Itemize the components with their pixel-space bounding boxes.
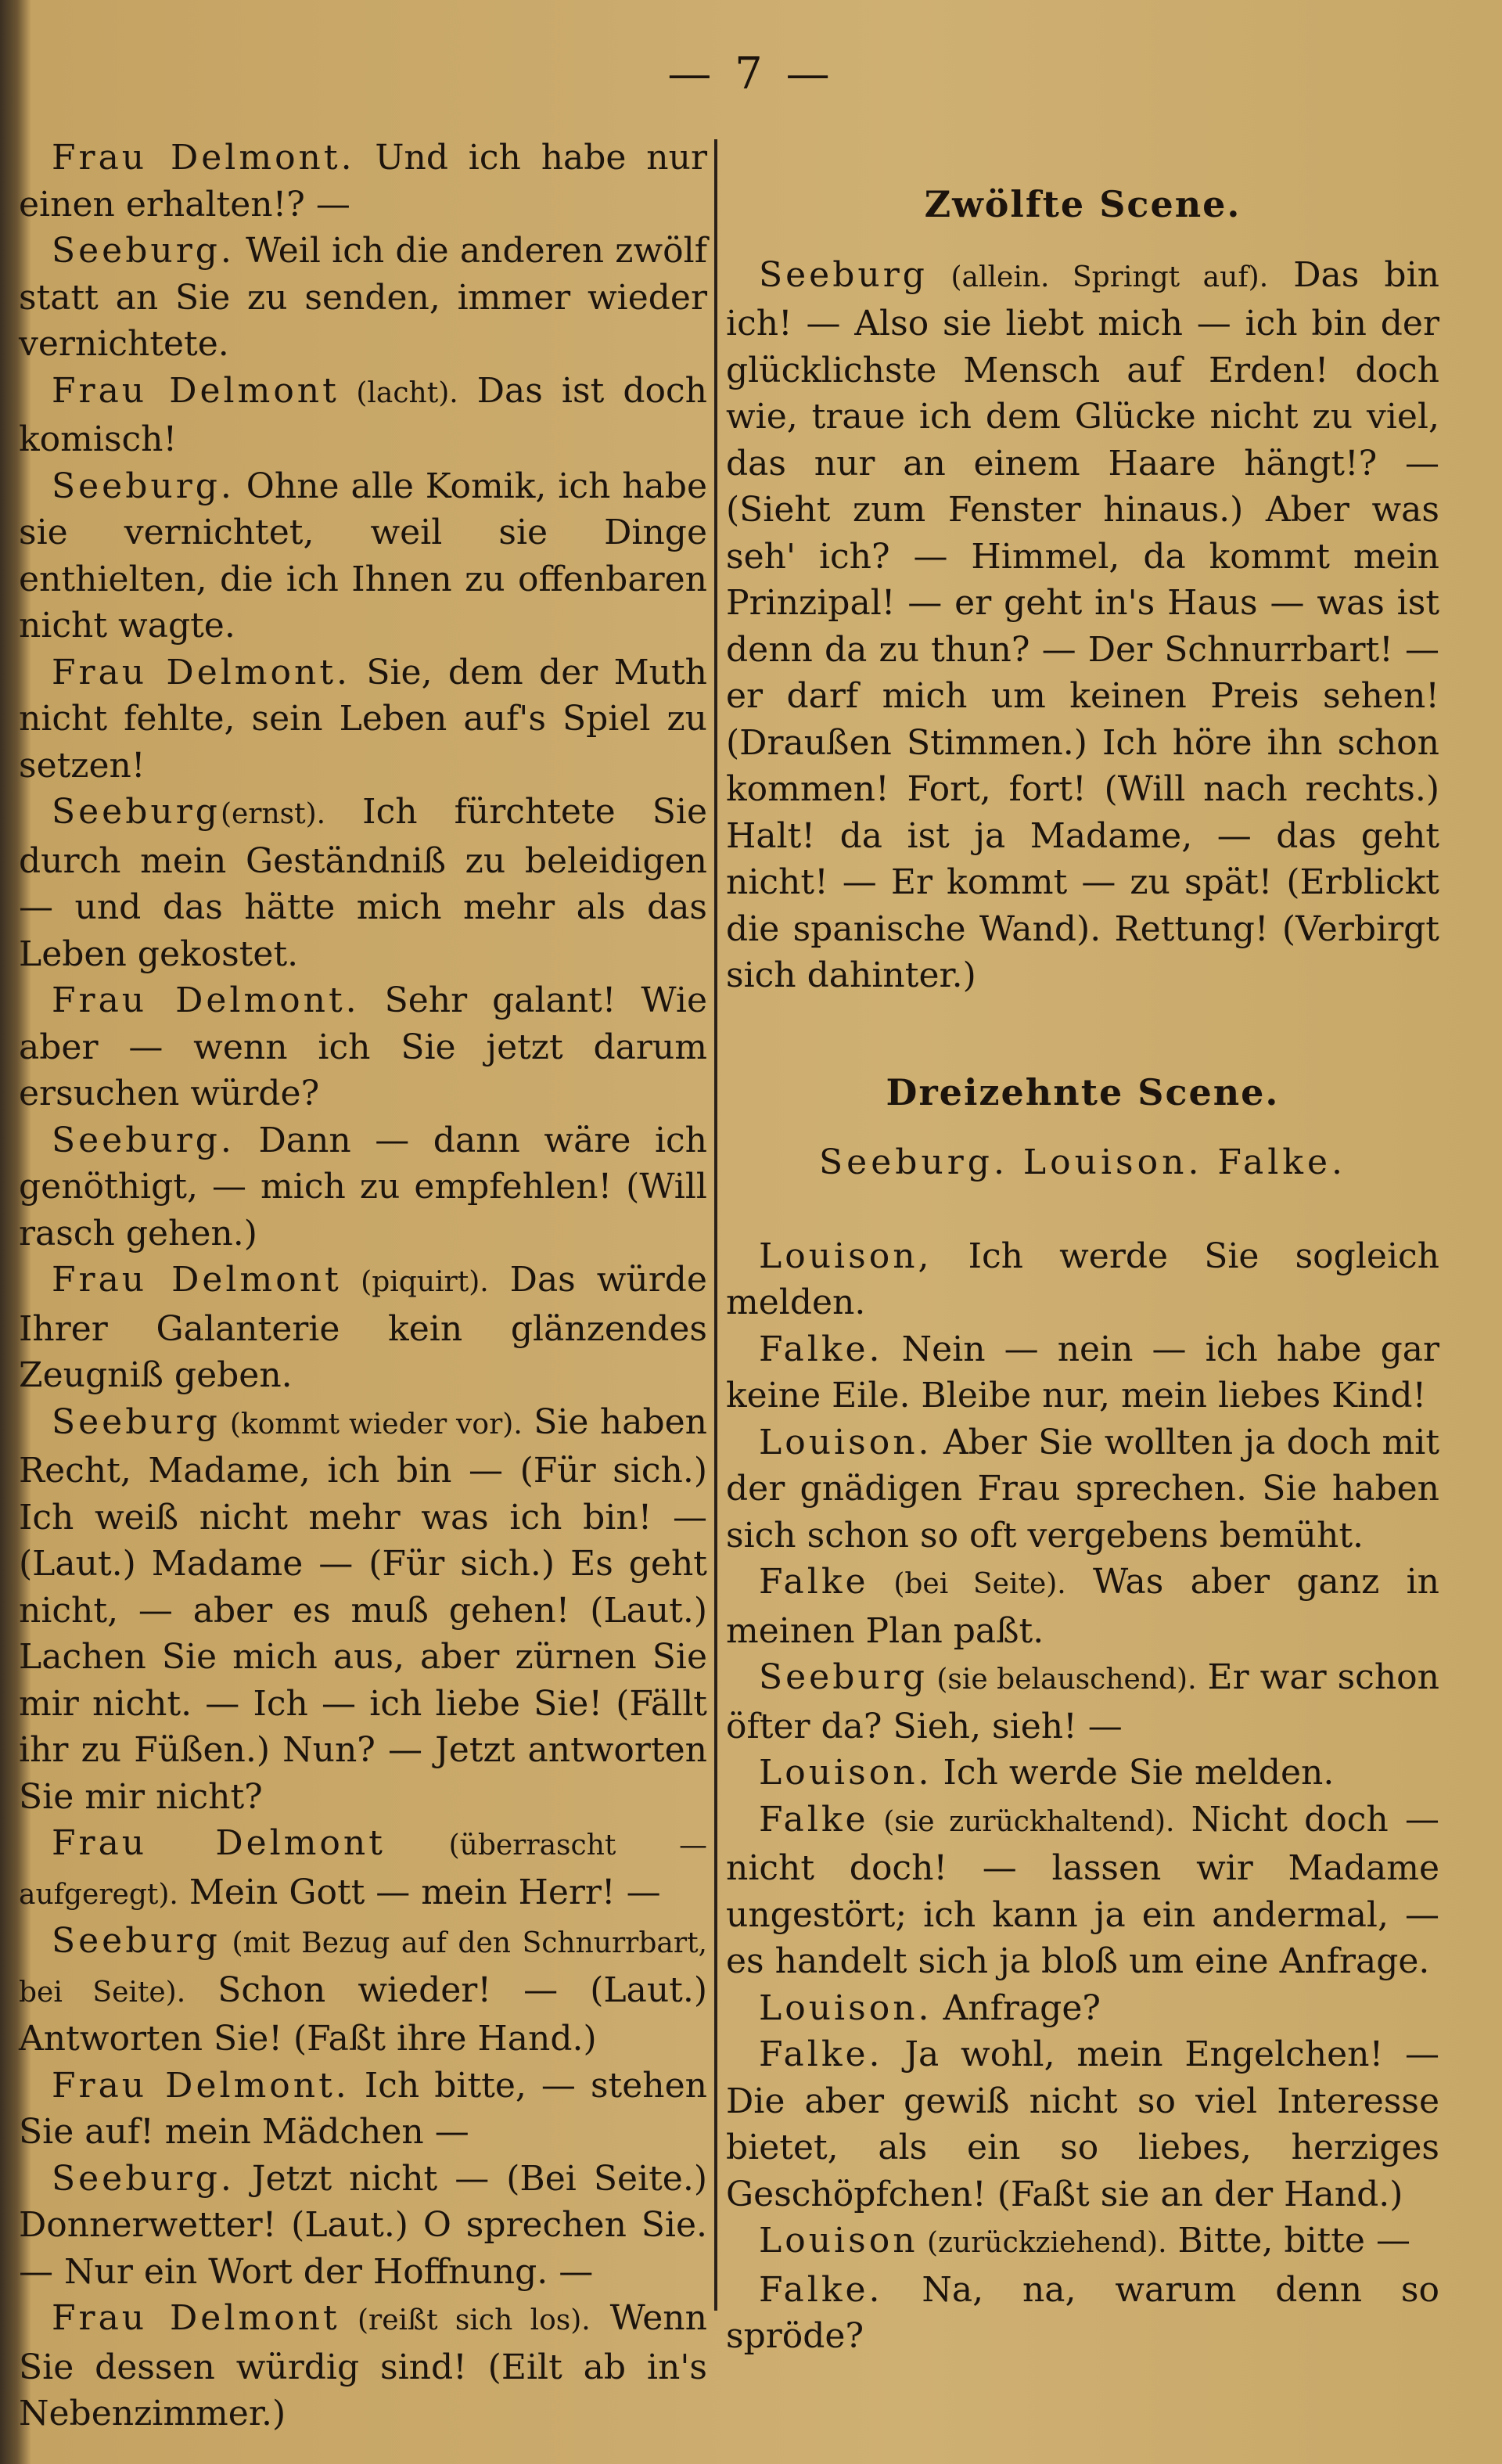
dialogue-line (19, 1257, 707, 1399)
dialogue-text: Nicht doch — nicht doch! — lassen wir Madame ungestört; ich kann ja ein andermal, — es handelt sich ja bloß um eine Anfrage. (726, 1799, 1439, 1981)
dialogue-line (726, 1233, 1439, 1326)
dialogue-text: Mein Gott — mein Herr! — (178, 1872, 661, 1912)
dialogue-line (19, 1820, 707, 1918)
stage-direction: (reißt sich los). (340, 2304, 591, 2336)
stage-direction: (piquirt). (341, 1266, 489, 1298)
speaker-name: Falke (759, 1799, 869, 1840)
spacer (726, 228, 1439, 252)
dialogue-text: Schon wieder! — (Laut.) Antworten Sie! (Faßt ihre Hand.) (19, 1969, 708, 2059)
speaker-name: Seeburg (759, 1657, 928, 1697)
dialogue-text: Sie, dem der Muth nicht fehlte, sein Leben auf's Spiel zu setzen! (19, 652, 707, 786)
dialogue-line (726, 1326, 1439, 1419)
dialogue-text: Ohne alle Komik, ich habe sie vernichtet, weil sie Dinge enthielten, die ich Ihnen zu offenbaren nicht wagte. (19, 466, 707, 646)
left-column (19, 135, 707, 2437)
dialogue-text: Ich werde Sie melden. (932, 1753, 1335, 1793)
dialogue-line (726, 1559, 1439, 1654)
dialogue-line (726, 1750, 1439, 1797)
dialogue-text: Das würde Ihrer Galanterie kein glänzendes Zeugniß geben. (19, 1260, 707, 1395)
dialogue-text: Wenn Sie dessen würdig sind! (Eilt ab in's Nebenzimmer.) (19, 2298, 707, 2433)
speaker-name: Falke. (759, 2269, 883, 2310)
dialogue-text: Ich werde Sie sogleich melden. (726, 1236, 1439, 1322)
speaker-name: Frau Delmont. (52, 2065, 350, 2106)
scene-heading-13: Dreizehnte Scene. (886, 1070, 1280, 1113)
speaker-name: Louison. (759, 1422, 932, 1462)
dialogue-line (726, 1985, 1439, 2032)
dialogue-text: Ich bitte, — stehen Sie auf! mein Mädchen — (19, 2065, 707, 2152)
speaker-name: Frau Delmont (52, 370, 340, 411)
dialogue-text: Das ist doch komisch! (19, 370, 707, 459)
speaker-name: Frau Delmont (52, 1260, 342, 1300)
speaker-name: Louison (759, 2221, 918, 2261)
dialogue-text: Sie haben Recht, Madame, ich bin — (Für sich.) Ich weiß nicht mehr was ich bin! — (Laut.) Madame — (Für sich.) Es geht nicht, — aber es muß gehen! (Laut.) Lachen Sie mich aus, aber zürnen Sie mir nicht. — Ich — ich liebe Sie! (Fällt ihr zu Füßen.) Nun? — Jetzt antworten Sie mir nicht? (19, 1401, 707, 1817)
scene-heading-12: Zwölfte Scene. (924, 183, 1241, 225)
speaker-name: Seeburg (759, 254, 928, 295)
dialogue-line (19, 2295, 707, 2437)
dialogue-line (726, 1419, 1439, 1559)
dialogue-line (726, 1797, 1439, 1985)
dialogue-line (726, 2267, 1439, 2360)
spacer (726, 1186, 1439, 1233)
spacer (726, 999, 1439, 1070)
speaker-name: Seeburg. (52, 2158, 235, 2199)
dialogue-line (19, 649, 707, 790)
dialogue-line (19, 977, 707, 1117)
spacer (726, 1116, 1439, 1139)
dialogue-line (19, 368, 707, 463)
stage-direction: (lacht). (339, 376, 458, 409)
speaker-name: Seeburg (52, 792, 221, 832)
stage-direction: (überrascht — aufgeregt). (19, 1829, 707, 1911)
dialogue-text: Er war schon öfter da? Sieh, sieh! — (726, 1657, 1439, 1746)
page-number: — 7 — (667, 49, 835, 99)
dialogue-text: Na, na, warum denn so spröde? (726, 2269, 1439, 2356)
speaker-name: Frau Delmont (52, 1823, 386, 1863)
speaker-name: Seeburg. (52, 1120, 235, 1160)
dialogue-text: Weil ich die anderen zwölf statt an Sie zu senden, immer wieder vernichtete. (19, 231, 707, 364)
dialogue-text: Bitte, bitte — (1166, 2221, 1410, 2261)
dialogue-line (19, 789, 707, 977)
dialogue-text: Anfrage? (932, 1987, 1101, 2028)
dialogue-line (19, 463, 707, 649)
stage-direction: (zurückziehend). (918, 2227, 1167, 2259)
dialogue-line (19, 1117, 707, 1257)
dialogue-text: Und ich habe nur einen erhalten!? — (19, 138, 707, 225)
stage-direction: (ernst). (220, 798, 326, 830)
scene-13-dialogue (726, 1233, 1439, 2360)
speaker-name: Falke (759, 1562, 869, 1602)
scene-cast: Seeburg. Louison. Falke. (819, 1142, 1346, 1182)
dialogue-line (726, 1654, 1439, 1750)
right-column (726, 182, 1439, 2360)
dialogue-text: Was aber ganz in meinen Plan paßt. (726, 1562, 1439, 1651)
dialogue-text: Aber Sie wollten ja doch mit der gnädigen Frau sprechen. Sie haben sich schon so oft vergebens bemüht. (726, 1422, 1439, 1556)
speaker-name: Seeburg. (52, 231, 235, 271)
stage-direction: (mit Bezug auf den Schnurrbart, bei Seite). (19, 1927, 707, 2009)
speaker-name: Louison. (759, 1987, 932, 2028)
stage-direction: (kommt wieder vor). (220, 1408, 523, 1441)
speaker-name: Louison. (759, 1753, 932, 1793)
stage-direction: (bei Seite). (868, 1568, 1066, 1600)
dialogue-line (726, 2031, 1439, 2218)
dialogue-text: Ja wohl, mein Engelchen! — Die aber gewiß nicht so viel Interesse bietet, als ein so liebes, herziges Geschöpfchen! (Faßt sie an der Hand.) (726, 2034, 1439, 2214)
dialogue-text: Jetzt nicht — (Bei Seite.) Donnerwetter! (Laut.) O sprechen Sie. — Nur ein Wort der Hoffnung. — (19, 2158, 707, 2292)
dialogue-line (19, 228, 707, 368)
dialogue-line (19, 2063, 707, 2156)
column-divider (714, 139, 717, 2311)
speaker-name: Louison, (759, 1236, 932, 1276)
speaker-name: Seeburg (52, 1401, 221, 1442)
speaker-name: Frau Delmont (52, 2298, 340, 2338)
dialogue-line (19, 1918, 707, 2063)
dialogue-text: Ich fürchtete Sie durch mein Geständniß zu beleidigen — und das hätte mich mehr als das Leben gekostet. (19, 792, 707, 974)
speaker-name: Falke. (759, 2034, 883, 2074)
speaker-name: Seeburg. (52, 466, 235, 506)
dialogue-line (726, 252, 1439, 999)
speaker-name: Seeburg (52, 1921, 221, 1961)
dialogue-text: Dann — dann wäre ich genöthigt, — mich zu empfehlen! (Will rasch gehen.) (19, 1120, 707, 1254)
dialogue-line (19, 2156, 707, 2296)
stage-direction: (sie belauschend). (927, 1664, 1197, 1696)
dialogue-line (19, 135, 707, 228)
dialogue-text: Das bin ich! — Also sie liebt mich — ich bin der glücklichste Mensch auf Erden! doch wie, traue ich dem Glücke nicht zu viel, das nur an einem Haare hängt!? — (Sieht zum Fenster hinaus.) Aber was seh' ich? — Himmel, da kommt mein Prinzipal! — er geht in's Haus — was ist denn da zu thun? — Der Schnurrbart! — er darf mich um keinen Preis sehen! (Draußen Stimmen.) Ich höre ihn schon kommen! Fort, fort! (Will nach rechts.) Halt! da ist ja Madame, — das geht nicht! — Er kommt — zu spät! (Erblickt die spanische Wand). Rettung! (Verbirgt sich dahinter.) (726, 254, 1440, 995)
dialogue-text: Nein — nein — ich habe gar keine Eile. Bleibe nur, mein liebes Kind! (726, 1329, 1439, 1415)
stage-direction: (allein. Springt auf). (927, 261, 1269, 293)
stage-direction: (sie zurückhaltend). (868, 1805, 1175, 1838)
scene-12-dialogue (726, 252, 1439, 999)
speaker-name: Falke. (759, 1329, 883, 1369)
speaker-name: Frau Delmont. (52, 980, 360, 1020)
dialogue-line (726, 2218, 1439, 2267)
dialogue-text: Sehr galant! Wie aber — wenn ich Sie jetzt darum ersuchen würde? (19, 980, 707, 1113)
dialogue-line (19, 1399, 707, 1821)
speaker-name: Frau Delmont. (52, 652, 351, 692)
speaker-name: Frau Delmont. (52, 138, 355, 178)
